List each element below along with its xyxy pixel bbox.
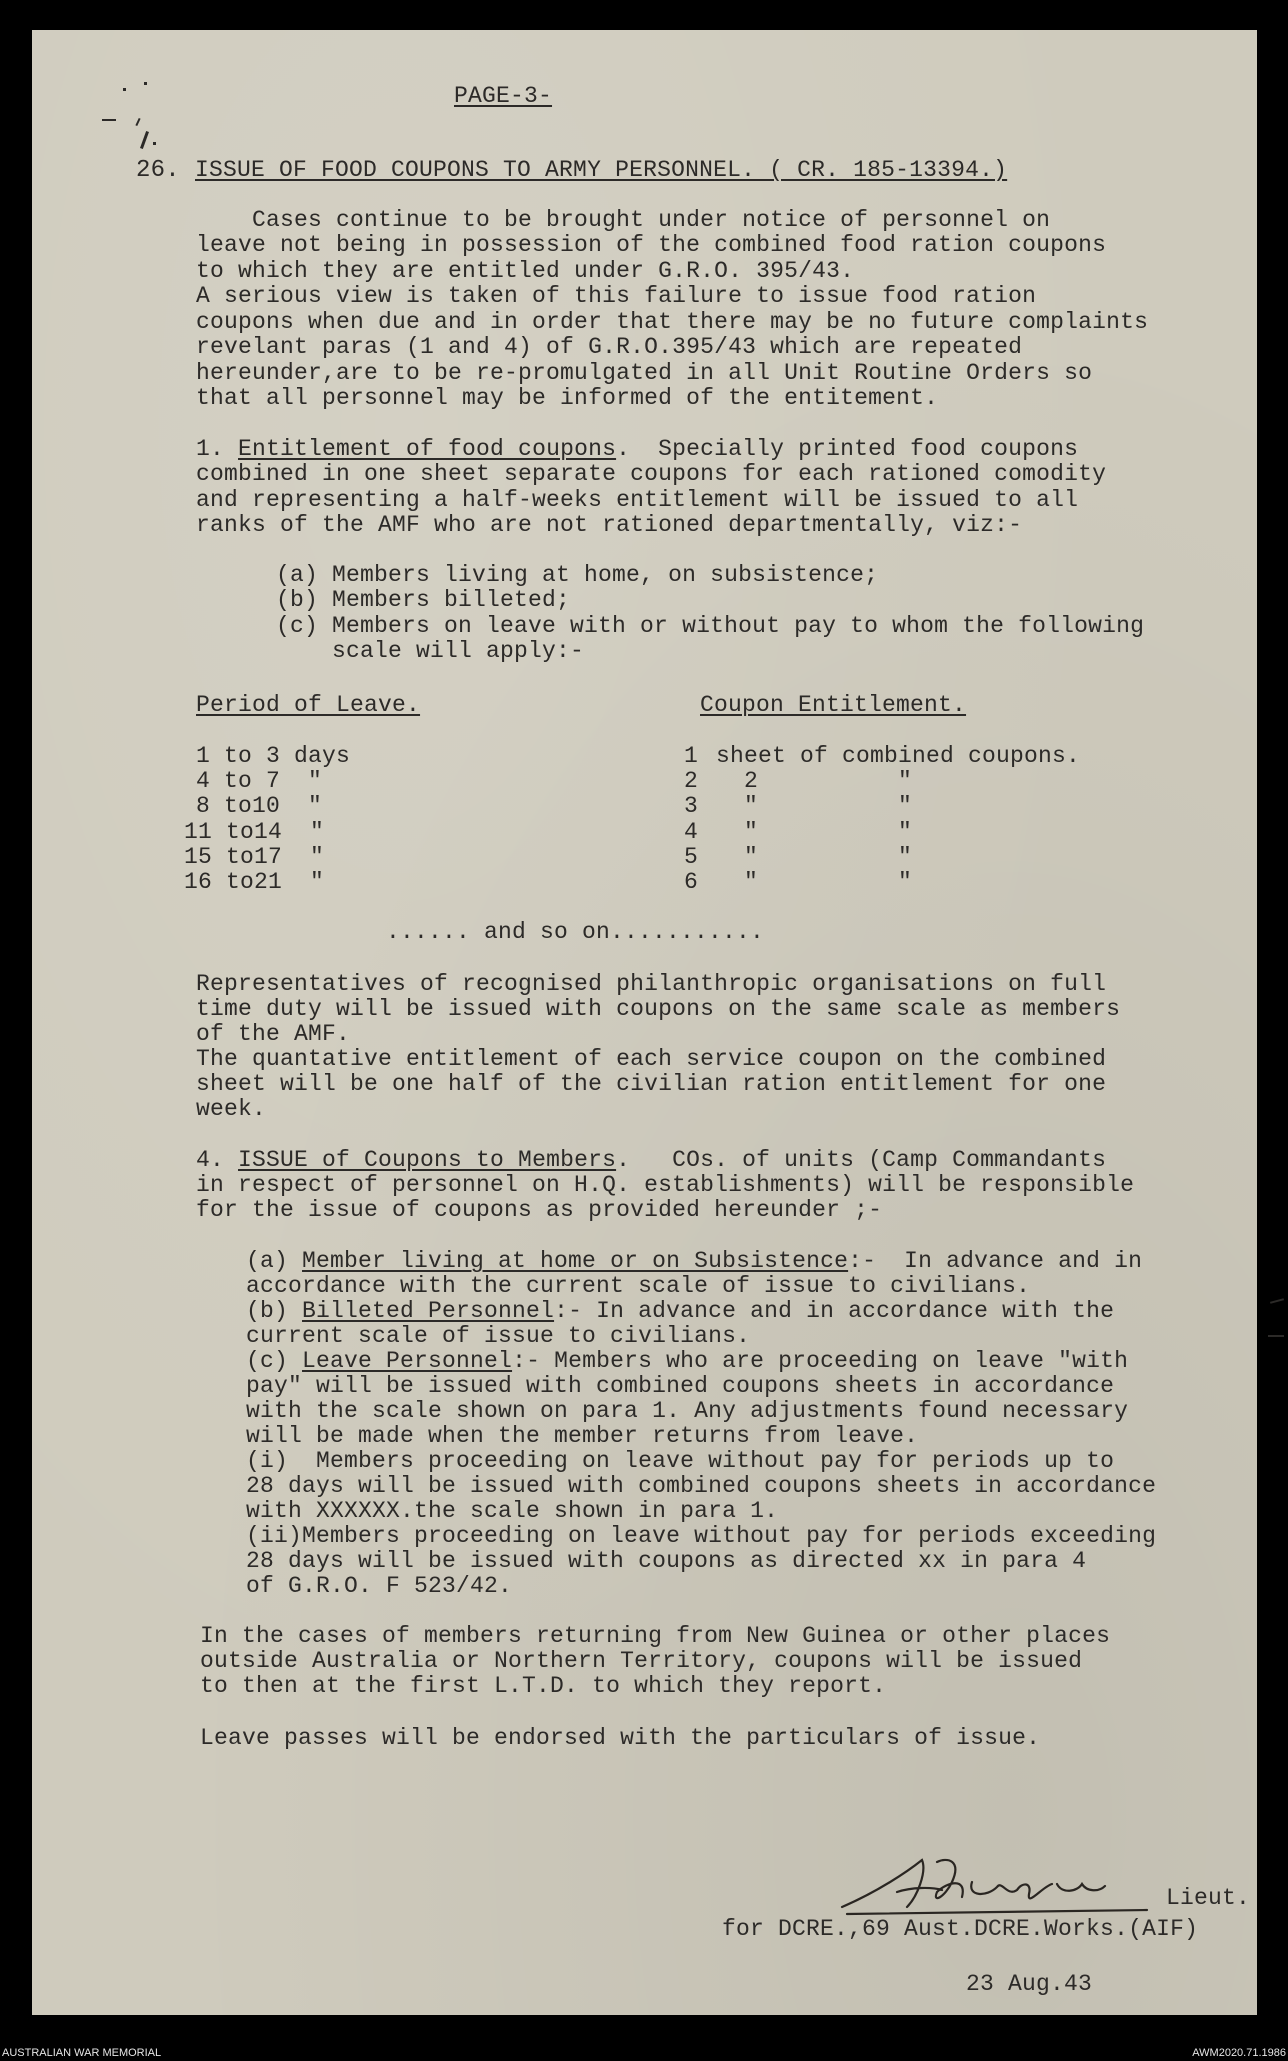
item-b-heading: Billeted Personnel: [302, 1298, 555, 1324]
ink-mark: [102, 119, 116, 121]
table-header-coupon: Coupon Entitlement.: [700, 692, 967, 718]
text-line: 28 days will be issued with coupons as directed xx in para 4: [246, 1548, 1087, 1574]
ink-mark: [123, 88, 126, 91]
text-line: will be made when the member returns from leave.: [246, 1423, 919, 1449]
text-line: ranks of the AMF who are not rationed departmentally, viz:-: [196, 512, 1023, 538]
table-row-qty: 1: [684, 743, 699, 769]
text-line: for the issue of coupons as provided hereunder ;-: [196, 1197, 883, 1223]
text-line: to which they are entitled under G.R.O. 395/43.: [196, 258, 855, 284]
ink-mark: [135, 118, 140, 126]
para1-first-line: [196, 437, 1078, 463]
text-line: pay" will be issued with combined coupons sheets in accordance: [246, 1373, 1115, 1399]
page-header: PAGE-3-: [454, 83, 553, 109]
footer-right: AWM2020.71.1986: [1192, 2047, 1286, 2059]
ink-mark: [144, 82, 147, 85]
text-line: The quantative entitlement of each service coupon on the combined: [196, 1046, 1107, 1072]
margin-tick: [1270, 1298, 1284, 1304]
list-item: scale will apply:-: [276, 638, 585, 664]
item-a-rest: :- In advance and in: [848, 1248, 1143, 1274]
text-line: accordance with the current scale of issue to civilians.: [246, 1273, 1031, 1299]
text-line: combined in one sheet separate coupons for each rationed comodity: [196, 461, 1107, 487]
text-line: of the AMF.: [196, 1021, 351, 1047]
text-line: outside Australia or Northern Territory, coupons will be issued: [200, 1648, 1083, 1674]
signature-rank: Lieut.: [1166, 1885, 1251, 1911]
para1-number: 1.: [196, 436, 239, 462]
text-line: In the cases of members returning from New Guinea or other places: [200, 1623, 1111, 1649]
text-line: A serious view is taken of this failure to issue food ration: [196, 283, 1037, 309]
section-title: ISSUE OF FOOD COUPONS TO ARMY PERSONNEL. ( CR. 185-13394.): [195, 157, 1008, 183]
text-line: and representing a half-weeks entitlement will be issued to all: [196, 487, 1079, 513]
text-line: (i) Members proceeding on leave without pay for periods up to: [246, 1448, 1115, 1474]
table-row-qty: 5: [684, 844, 699, 870]
document-page: [32, 30, 1257, 2015]
table-row-desc: 2 ": [744, 768, 913, 794]
table-row-period: 4 to 7 ": [196, 768, 323, 794]
footer-left: AUSTRALIAN WAR MEMORIAL: [2, 2047, 162, 2059]
signature-date: 23 Aug.43: [966, 1971, 1093, 1997]
text-line: with XXXXXX.the scale shown in para 1.: [246, 1498, 779, 1524]
text-line: leave not being in possession of the combined food ration coupons: [196, 232, 1107, 258]
table-header-period: Period of Leave.: [196, 692, 421, 718]
text-line: hereunder,are to be re-promulgated in all Unit Routine Orders so: [196, 360, 1093, 386]
table-row-desc: " ": [744, 819, 913, 845]
text-line: Representatives of recognised philanthropic organisations on full: [196, 971, 1107, 997]
text-line: (ii)Members proceeding on leave without pay for periods exceeding: [246, 1523, 1157, 1549]
list-item: (c) Members on leave with or without pay to whom the following: [276, 613, 1145, 639]
table-row-desc: " ": [744, 844, 913, 870]
text-line: that all personnel may be informed of the entitement.: [196, 385, 939, 411]
table-row-desc: " ": [744, 793, 913, 819]
signature-for-line: for DCRE.,69 Aust.DCRE.Works.(AIF): [722, 1916, 1199, 1942]
leave-passes-line: Leave passes will be endorsed with the particulars of issue.: [200, 1725, 1041, 1751]
item-c-heading: Leave Personnel: [302, 1348, 513, 1374]
item-a-label: (a): [246, 1248, 303, 1274]
item-a-line: [246, 1249, 1142, 1275]
table-row-desc: sheet of combined coupons.: [716, 743, 1081, 769]
table-row-period: 8 to10 ": [196, 793, 323, 819]
text-line: with the scale shown on para 1. Any adjustments found necessary: [246, 1398, 1129, 1424]
text-line: 28 days will be issued with combined coupons sheets in accordance: [246, 1473, 1157, 1499]
text-line: Cases continue to be brought under notice of personnel on: [196, 207, 1051, 233]
para4-heading: ISSUE of Coupons to Members: [238, 1147, 617, 1173]
table-row-qty: 4: [684, 819, 699, 845]
table-row-desc: " ": [744, 869, 913, 895]
item-c-label: (c): [246, 1348, 303, 1374]
para4-first-rest: . COs. of units (Camp Commandants: [616, 1147, 1107, 1173]
text-line: revelant paras (1 and 4) of G.R.O.395/43 which are repeated: [196, 334, 1023, 360]
ink-mark: [140, 131, 149, 149]
text-line: time duty will be issued with coupons on the same scale as members: [196, 996, 1121, 1022]
list-item: (b) Members billeted;: [276, 587, 571, 613]
para1-first-rest: . Specially printed food coupons: [616, 436, 1079, 462]
margin-tick: [1268, 1335, 1284, 1337]
para1-heading: Entitlement of food coupons: [238, 436, 617, 462]
item-a-heading: Member living at home or on Subsistence: [302, 1248, 849, 1274]
ink-mark: [153, 142, 156, 145]
table-row-period: 15 to17 ": [184, 844, 325, 870]
table-row-qty: 3: [684, 793, 699, 819]
text-line: in respect of personnel on H.Q. establishments) will be responsible: [196, 1172, 1135, 1198]
text-line: to then at the first L.T.D. to which they report.: [200, 1673, 887, 1699]
text-line: of G.R.O. F 523/42.: [246, 1573, 513, 1599]
item-b-line: [246, 1299, 1114, 1325]
item-b-rest: :- In advance and in accordance with the: [554, 1298, 1115, 1324]
table-row-period: 11 to14 ": [184, 819, 325, 845]
handwritten-signature: [837, 1852, 1167, 1922]
text-line: coupons when due and in order that there may be no future complaints: [196, 309, 1149, 335]
table-row-qty: 6: [684, 869, 699, 895]
para4-first-line: [196, 1148, 1106, 1174]
text-line: week.: [196, 1096, 267, 1122]
table-row-period: 1 to 3 days: [196, 743, 351, 769]
list-item: (a) Members living at home, on subsistence;: [276, 562, 879, 588]
table-row-period: 16 to21 ": [184, 869, 325, 895]
text-line: sheet will be one half of the civilian ration entitlement for one: [196, 1071, 1107, 1097]
text-line: current scale of issue to civilians.: [246, 1323, 751, 1349]
section-number: 26.: [136, 157, 180, 184]
item-c-line: [246, 1349, 1128, 1375]
para4-number: 4.: [196, 1147, 239, 1173]
item-b-label: (b): [246, 1298, 303, 1324]
item-c-rest: :- Members who are proceeding on leave "with: [512, 1348, 1129, 1374]
table-row-qty: 2: [684, 768, 699, 794]
table-continuation: ...... and so on...........: [386, 919, 765, 945]
